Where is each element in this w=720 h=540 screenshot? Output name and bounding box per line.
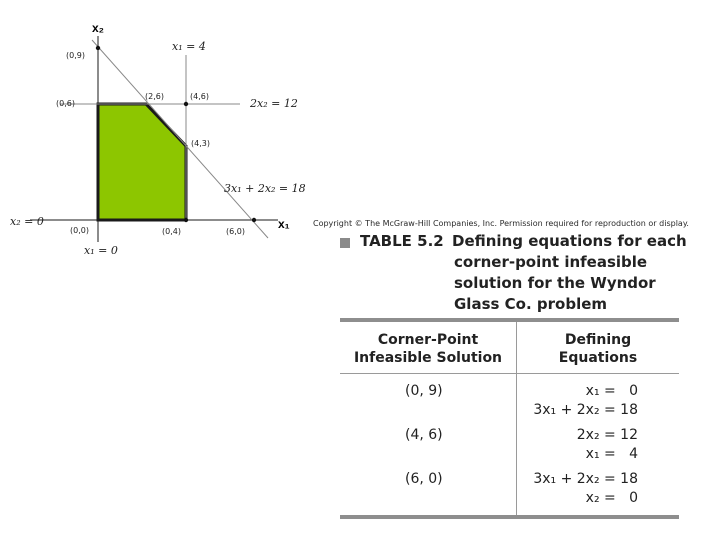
point-4-6 bbox=[184, 102, 188, 106]
equation-row-3-b: x₂ = 0 bbox=[585, 490, 638, 506]
table-title-line-1: Defining equations for each bbox=[452, 232, 687, 250]
label-3x1-2x2-eq-18: 3x₁ + 2x₂ = 18 bbox=[224, 182, 306, 195]
solution-row-3: (6, 0) bbox=[405, 471, 443, 487]
header-rule bbox=[340, 373, 679, 374]
y-axis-label: x₂ bbox=[92, 21, 105, 35]
point-6-0 bbox=[252, 218, 256, 222]
label-x1-eq-0: x₁ = 0 bbox=[84, 244, 118, 257]
point-label-0-9: (0,9) bbox=[66, 51, 85, 60]
equation-row-1-a: x₁ = 0 bbox=[585, 383, 638, 399]
equation-row-1-b: 3x₁ + 2x₂ = 18 bbox=[533, 402, 638, 418]
point-label-0-4: (0,4) bbox=[162, 227, 181, 236]
point-label-0-0: (0,0) bbox=[70, 226, 89, 235]
label-2x2-eq-12: 2x₂ = 12 bbox=[250, 97, 298, 110]
header-corner-point: Corner-Point Infeasible Solution bbox=[353, 332, 503, 366]
table-caption: TABLE 5.2 bbox=[360, 232, 444, 250]
table-bottom-rule bbox=[340, 515, 679, 519]
equation-row-2-b: x₁ = 4 bbox=[585, 446, 638, 462]
x-axis-label: x₁ bbox=[278, 217, 290, 231]
solution-row-1: (0, 9) bbox=[405, 383, 443, 399]
label-x1-eq-4: x₁ = 4 bbox=[172, 40, 206, 53]
equation-row-3-a: 3x₁ + 2x₂ = 18 bbox=[533, 471, 638, 487]
feasible-region-graph bbox=[0, 0, 320, 270]
table-marker-square bbox=[340, 238, 350, 248]
header-defining-equations: Defining Equations bbox=[558, 332, 638, 366]
point-4-0 bbox=[184, 218, 188, 222]
table-title-line-2: corner-point infeasible bbox=[454, 253, 648, 271]
point-label-4-6: (4,6) bbox=[190, 92, 209, 101]
solution-row-2: (4, 6) bbox=[405, 427, 443, 443]
point-label-6-0: (6,0) bbox=[226, 227, 245, 236]
point-label-0-6: (0,6) bbox=[56, 99, 75, 108]
table-title-line-3: solution for the Wyndor bbox=[454, 274, 656, 292]
label-x2-eq-0: x₂ = 0 bbox=[10, 215, 44, 228]
point-label-2-6: (2,6) bbox=[145, 92, 164, 101]
copyright-notice: Copyright © The McGraw-Hill Companies, Inc. Permission required for reproduction or display. bbox=[313, 219, 689, 228]
point-0-9 bbox=[96, 46, 100, 50]
feasible-region bbox=[98, 104, 186, 220]
table-top-rule bbox=[340, 318, 679, 322]
point-label-4-3: (4,3) bbox=[191, 139, 210, 148]
equation-row-2-a: 2x₂ = 12 bbox=[576, 427, 638, 443]
table-title bbox=[360, 231, 687, 315]
table-title-line-4: Glass Co. problem bbox=[454, 295, 608, 313]
